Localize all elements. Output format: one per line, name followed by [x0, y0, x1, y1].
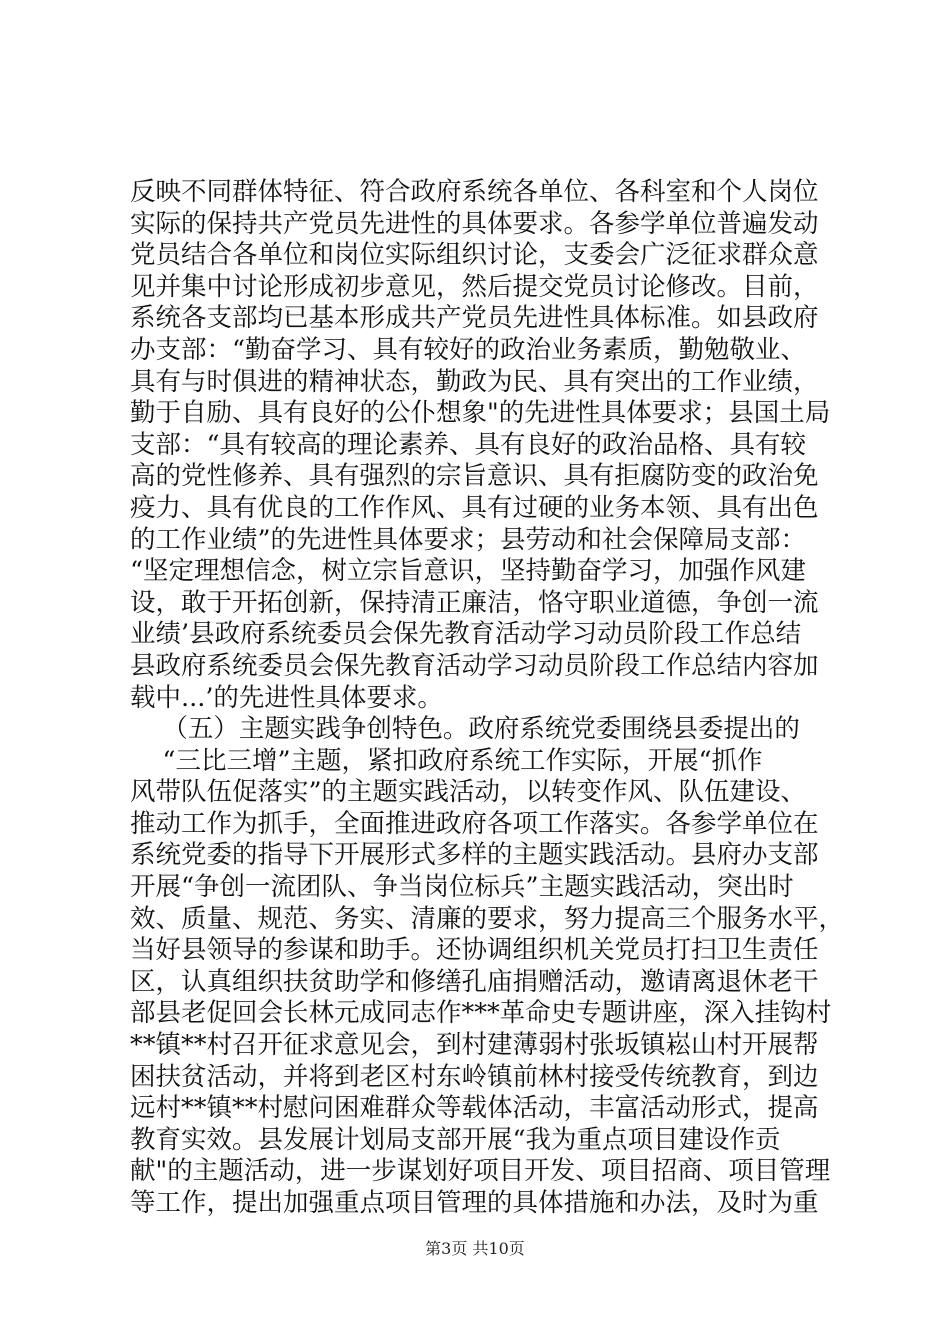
text-line: **镇**村召开征求意见会，到村建薄弱村张坂镇崧山村开展帮	[130, 1030, 819, 1061]
text-line: 推动工作为抓手，全面推进政府各项工作落实。各参学单位在	[130, 808, 819, 839]
text-line: 开展“争创一流团队、争当岗位标兵”主题实践活动，突出时	[130, 872, 794, 903]
text-line: 风带队伍促落实”的主题实践活动，以转变作风、队伍建设、	[130, 777, 807, 808]
text-line: 部县老促回会长林元成同志作***革命史专题讲座，深入挂钩村	[130, 998, 832, 1029]
text-line: 实际的保持共产党员先进性的具体要求。各参学单位普遍发动	[130, 208, 819, 239]
text-line: 办支部：“勤奋学习、具有较好的政治业务素质，勤勉敬业、	[130, 334, 807, 365]
text-line: 支部：“具有较高的理论素养、具有良好的政治品格、具有较	[130, 429, 807, 460]
text-line: 见并集中讨论形成初步意见，然后提交党员讨论修改。目前，	[130, 271, 819, 302]
text-line: 区，认真组织扶贫助学和修缮孔庙捐赠活动，邀请离退休老干	[130, 966, 819, 997]
body-text	[130, 177, 845, 1220]
text-line: 教育实效。县发展计划局支部开展“我为重点项目建设作贡	[130, 1124, 781, 1155]
text-line: 困扶贫活动，并将到老区村东岭镇前林村接受传统教育，到边	[130, 1061, 819, 1092]
text-line: 党员结合各单位和岗位实际组织讨论，支委会广泛征求群众意	[130, 240, 819, 271]
section-heading-line: （五）主题实践争创特色。政府系统党委围绕县委提出的	[130, 714, 800, 745]
text-line: 当好县领导的参谋和助手。还协调组织机关党员打扫卫生责任	[130, 935, 819, 966]
text-line: 效、质量、规范、务实、清廉的要求，努力提高三个服务水平，	[130, 903, 845, 934]
text-line: “坚定理想信念，树立宗旨意识，坚持勤奋学习，加强作风建	[130, 556, 807, 587]
text-line: “三比三增”主题，紧扣政府系统工作实际，开展“抓作	[130, 745, 763, 776]
text-line: 献"的主题活动，进一步谋划好项目开发、项目招商、项目管理	[130, 1156, 831, 1187]
text-line: 疫力、具有优良的工作作风、具有过硬的业务本领、具有出色	[130, 492, 819, 523]
text-line: 高的党性修养、具有强烈的宗旨意识、具有拒腐防变的政治免	[130, 461, 819, 492]
text-line: 载中...’的先进性具体要求。	[130, 682, 443, 713]
text-line: 设，敢于开拓创新，保持清正廉洁，恪守职业道德，争创一流	[130, 587, 819, 618]
text-line: 具有与时俱进的精神状态，勤政为民、具有突出的工作业绩，	[130, 366, 819, 397]
text-line: 业绩’县政府系统委员会保先教育活动学习动员阶段工作总结	[130, 619, 802, 650]
text-line: 县政府系统委员会保先教育活动学习动员阶段工作总结内容加	[130, 650, 819, 681]
text-line: 的工作业绩”的先进性具体要求；县劳动和社会保障局支部：	[130, 524, 807, 555]
text-line: 远村**镇**村慰问困难群众等载体活动，丰富活动形式，提高	[130, 1093, 819, 1124]
text-line: 勤于自励、具有良好的公仆想象"的先进性具体要求；县国土局	[130, 398, 831, 429]
text-line: 等工作，提出加强重点项目管理的具体措施和办法，及时为重	[130, 1188, 819, 1218]
page-indicator: 第3页 共10页	[425, 1239, 525, 1258]
text-line: 反映不同群体特征、符合政府系统各单位、各科室和个人岗位	[130, 177, 819, 207]
text-line: 系统各支部均已基本形成共产党员先进性具体标准。如县政府	[130, 303, 819, 334]
text-line: 系统党委的指导下开展形式多样的主题实践活动。县府办支部	[130, 840, 819, 871]
